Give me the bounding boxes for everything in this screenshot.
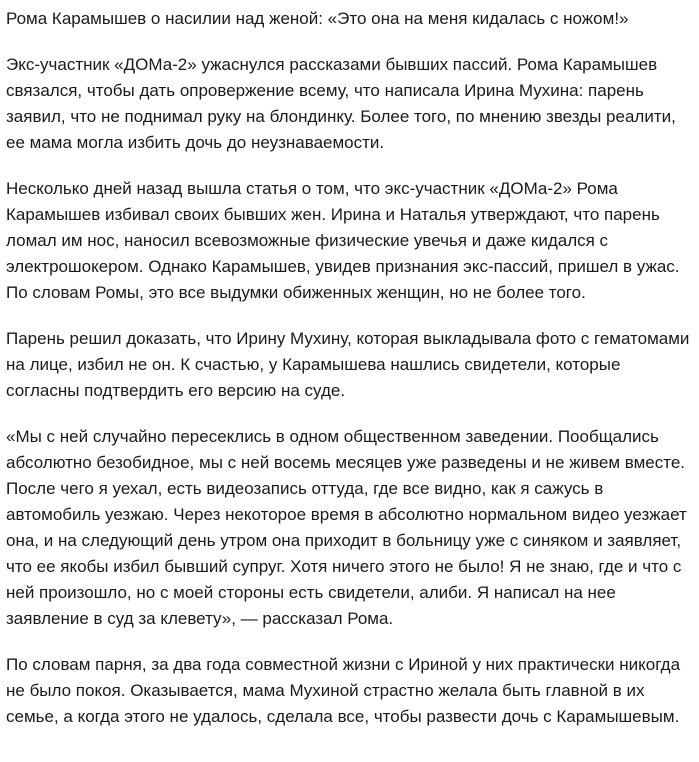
article-paragraph: Парень решил доказать, что Ирину Мухину, которая выкладывала фото с гематомами на лице, избил не он. К счастью, у Карамышева нашлись свидетели, которые согласны подтвердить его версию на суде. bbox=[6, 329, 690, 400]
article-paragraph: Экс-участник «ДОМа-2» ужаснулся рассказами бывших пассий. Рома Карамышев связался, чтобы дать опровержение всему, что написала Ирина Мухина: парень заявил, что не поднимал руку на блондинку. Более того, по мнению звезды реалити, ее мама могла избить дочь до неузнаваемости. bbox=[6, 55, 676, 152]
article-title: Рома Карамышев о насилии над женой: «Это она на меня кидалась с ножом!» bbox=[6, 9, 629, 28]
article-paragraph: Несколько дней назад вышла статья о том, что экс-участник «ДОМа-2» Рома Карамышев избивал своих бывших жен. Ирина и Наталья утверждают, что парень ломал им нос, наносил всевозможные физические увечья и даже кидался с электрошокером. Однако Карамышев, увидев признания экс-пассий, пришел в ужас. По словам Ромы, это все выдумки обиженных женщин, но не более того. bbox=[6, 179, 680, 302]
article-paragraph: «Мы с ней случайно пересеклись в одном общественном заведении. Пообщались абсолютно безобидное, мы с ней восемь месяцев уже разведены и не живем вместе. После чего я уехал, есть видеозапись оттуда, где все видно, как я сажусь в автомобиль уезжаю. Через некоторое время в абсолютно нормальном видео уезжает она, и на следующий день утром она приходит в больницу уже с синяком и заявляет, что ее якобы избил бывший супруг. Хотя ничего этого не было! Я не знаю, где и что с ней произошло, но с моей стороны есть свидетели, алиби. Я написал на нее заявление в суд за клевету», — рассказал Рома. bbox=[6, 427, 687, 628]
article-paragraph: По словам парня, за два года совместной жизни с Ириной у них практически никогда не было покоя. Оказывается, мама Мухиной страстно желала быть главной в их семье, а когда этого не удалось, сделала все, чтобы развести дочь с Карамышевым. bbox=[6, 655, 681, 726]
